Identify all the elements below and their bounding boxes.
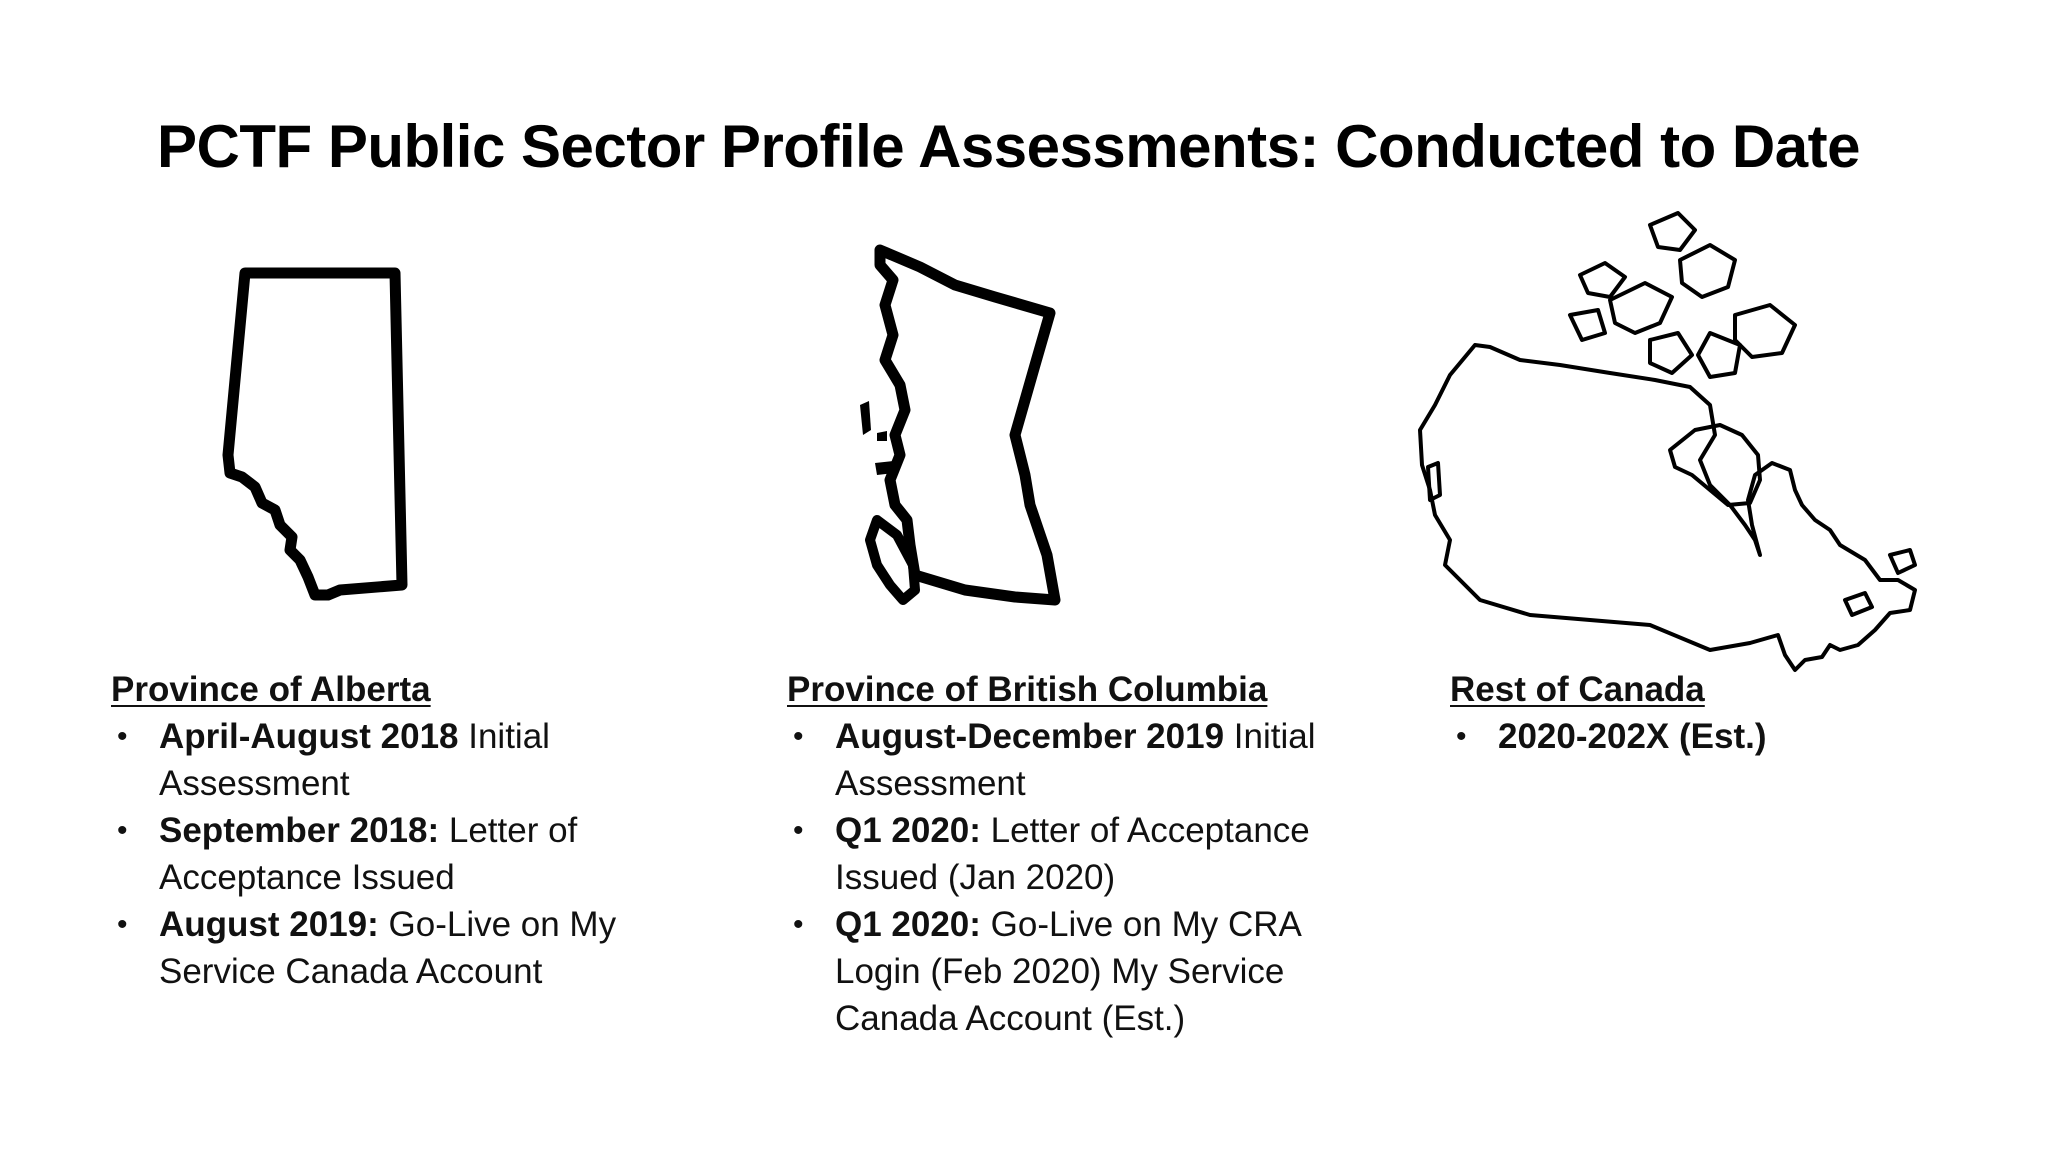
british-columbia-bullet-list (787, 713, 1347, 1042)
rest-of-canada-column (1450, 666, 1990, 760)
item-text: Go-Live on My CRA Login (Feb 2020) My Service Canada Account (Est.) (835, 905, 1300, 1038)
item-text: Initial Assessment (159, 717, 550, 803)
item-date: April-August 2018 (159, 717, 459, 756)
item-date: Q1 2020: (835, 905, 981, 944)
rest-of-canada-bullet-list (1450, 713, 1990, 760)
alberta-map-icon (220, 255, 430, 615)
british-columbia-column (787, 666, 1347, 1042)
british-columbia-map-icon (855, 235, 1115, 615)
item-text: Go-Live on My Service Canada Account (159, 905, 617, 991)
list-item (111, 901, 671, 995)
list-item (787, 807, 1347, 901)
item-date: 2020-202X (Est.) (1498, 717, 1767, 756)
list-item (787, 901, 1347, 1042)
item-text: Letter of Acceptance Issued (Jan 2020) (835, 811, 1310, 897)
alberta-bullet-list (111, 713, 671, 995)
alberta-heading: Province of Alberta (111, 670, 431, 709)
bullet-icon: • (117, 908, 128, 941)
british-columbia-heading: Province of British Columbia (787, 670, 1268, 709)
item-text: Letter of Acceptance Issued (159, 811, 578, 897)
slide-title: PCTF Public Sector Profile Assessments: Conducted to Date (157, 113, 1860, 180)
bullet-icon: • (793, 908, 804, 941)
bullet-icon: • (1456, 720, 1467, 753)
rest-of-canada-heading: Rest of Canada (1450, 670, 1705, 709)
bullet-icon: • (793, 814, 804, 847)
bullet-icon: • (117, 720, 128, 753)
item-date: Q1 2020: (835, 811, 981, 850)
list-item (787, 713, 1347, 807)
item-text: Initial Assessment (835, 717, 1316, 803)
bullet-icon: • (117, 814, 128, 847)
item-date: September 2018: (159, 811, 440, 850)
alberta-column (111, 666, 671, 995)
item-date: August-December 2019 (835, 717, 1225, 756)
list-item (1450, 713, 1990, 760)
list-item (111, 807, 671, 901)
bullet-icon: • (793, 720, 804, 753)
canada-map-icon (1410, 205, 2000, 675)
item-date: August 2019: (159, 905, 379, 944)
list-item (111, 713, 671, 807)
